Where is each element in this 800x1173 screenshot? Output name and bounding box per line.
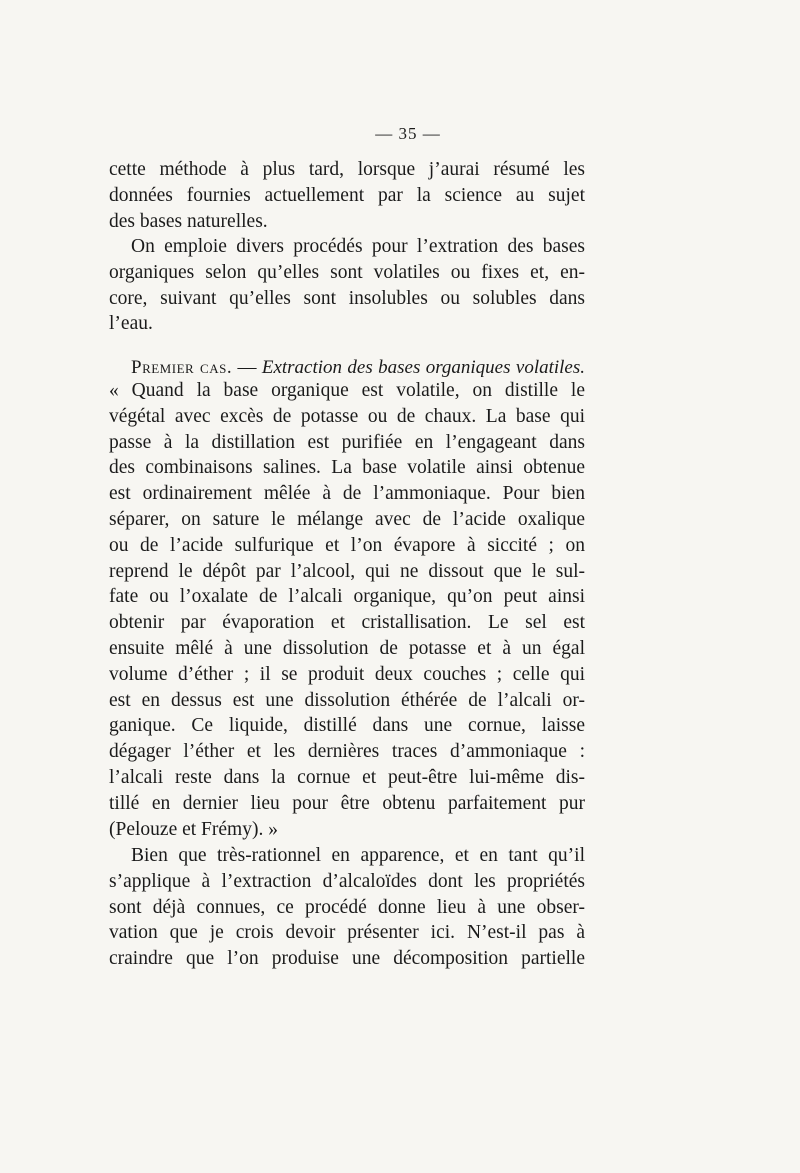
text-line: l’eau. xyxy=(109,313,153,335)
text-line: obtenir par évaporation et cristallisation. Le sel est xyxy=(109,612,585,634)
text-line: craindre que l’on produise une décomposition partielle xyxy=(109,948,585,970)
text-line: ensuite mêlé à une dissolution de potasse et à un égal xyxy=(109,637,585,659)
text-line: cette méthode à plus tard, lorsque j’aurai résumé les xyxy=(109,159,585,180)
page-number: — 35 — xyxy=(375,124,441,143)
text-line: volume d’éther ; il se produit deux couches ; celle qui xyxy=(109,663,585,685)
text-line: passe à la distillation est purifiée en l’engageant dans xyxy=(109,431,585,453)
paragraph-4 xyxy=(109,843,585,972)
text-line: fate ou l’oxalate de l’alcali organique, qu’on peut ainsi xyxy=(109,586,585,608)
text-line: ou de l’acide sulfurique et l’on évapore à siccité ; on xyxy=(109,534,585,556)
text-line: « Quand la base organique est volatile, on distille le xyxy=(109,380,585,401)
text-line: core, suivant qu’elles sont insolubles ou solubles dans xyxy=(109,287,585,309)
text-line: dégager l’éther et les dernières traces d’ammoniaque : xyxy=(109,741,585,763)
text-line: ganique. Ce liquide, distillé dans une cornue, laisse xyxy=(109,715,585,737)
text-line: des combinaisons salines. La base volatile ainsi obtenue xyxy=(109,457,585,479)
text-line: sont déjà connues, ce procédé donne lieu à une obser- xyxy=(109,896,585,918)
paragraph-3 xyxy=(109,378,585,842)
text-line: Bien que très-rationnel en apparence, et en tant qu’il xyxy=(131,845,585,866)
text-line: organiques selon qu’elles sont volatiles ou fixes et, en- xyxy=(109,261,585,283)
text-line: des bases naturelles. xyxy=(109,210,268,232)
heading-dash: — xyxy=(232,357,262,378)
text-line: l’alcali reste dans la cornue et peut-être lui-même dis- xyxy=(109,766,585,788)
text-line: est ordinairement mêlée à de l’ammoniaque. Pour bien xyxy=(109,483,585,505)
text-line: On emploie divers procédés pour l’extration des bases xyxy=(131,236,585,257)
heading-title: Extraction des bases organiques volatiles. xyxy=(261,357,586,378)
text-line: vation que je crois devoir présenter ici. N’est-il pas à xyxy=(109,922,585,944)
text-line: est en dessus est une dissolution éthérée de l’alcali or- xyxy=(109,689,585,711)
text-line: (Pelouze et Frémy). » xyxy=(109,818,278,840)
heading-label: Premier cas. xyxy=(131,357,233,378)
paragraph-2 xyxy=(109,234,585,337)
text-line: séparer, on sature le mélange avec de l’acide oxalique xyxy=(109,508,585,530)
text-line: données fournies actuellement par la science au sujet xyxy=(109,184,585,206)
text-line: s’applique à l’extraction d’alcaloïdes dont les propriétés xyxy=(109,870,585,892)
text-line: végétal avec excès de potasse ou de chaux. La base qui xyxy=(109,405,585,427)
section-heading xyxy=(109,355,585,381)
text-line: tillé en dernier lieu pour être obtenu parfaitement pur xyxy=(109,792,585,814)
text-line: reprend le dépôt par l’alcool, qui ne dissout que le sul- xyxy=(109,560,585,582)
paragraph-1 xyxy=(109,157,585,234)
